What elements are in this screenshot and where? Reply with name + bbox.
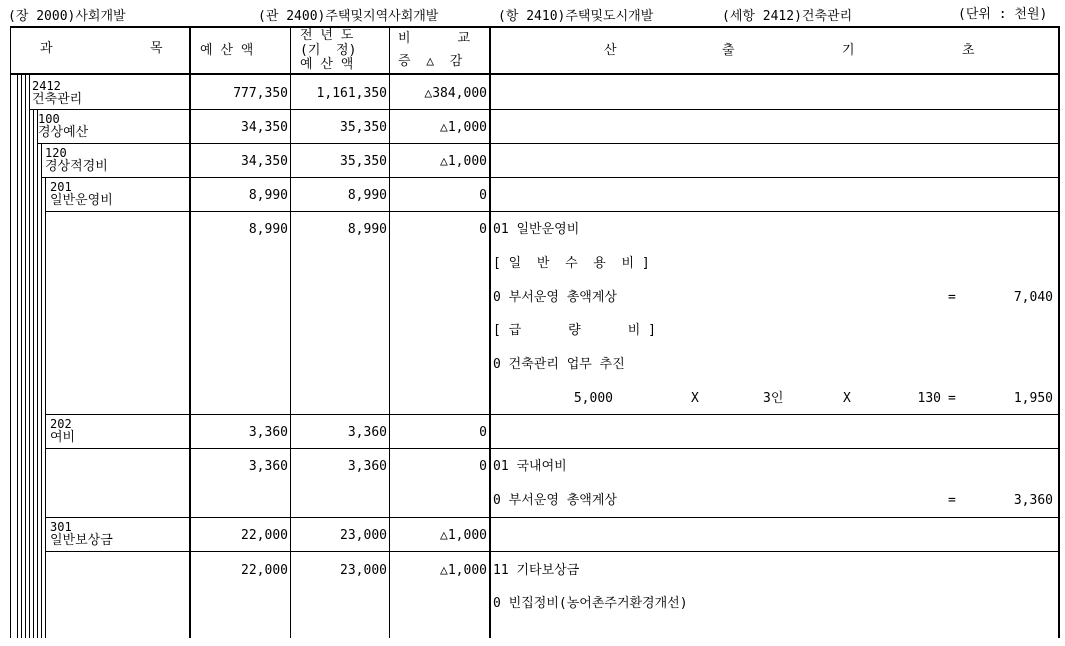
header-basis-4: 초 <box>962 43 975 58</box>
basis-amount: 3,360 <box>1013 493 1053 508</box>
row-prev: 3,360 <box>347 425 387 440</box>
basis-line: 11 기타보상금 <box>493 563 580 578</box>
row-budget: 8,990 <box>248 188 288 203</box>
hierarchy-line <box>21 75 22 638</box>
basis-times: X <box>691 391 699 406</box>
row-diff: △1,000 <box>440 528 487 543</box>
right-border <box>1058 26 1060 638</box>
row-budget: 34,350 <box>241 154 288 169</box>
header-prev-2: (기 정) <box>300 43 357 58</box>
row-prev: 23,000 <box>340 563 387 578</box>
basis-amount: 1,950 <box>1013 391 1053 406</box>
row-diff: △1,000 <box>440 563 487 578</box>
row-budget: 34,350 <box>241 120 288 135</box>
row-code: 120 <box>45 146 67 160</box>
table-top-border <box>10 26 1059 28</box>
row-prev: 8,990 <box>347 188 387 203</box>
basis-unit-price: 5,000 <box>573 391 613 406</box>
col-divider-basis <box>489 26 491 638</box>
row-divider <box>45 517 1059 518</box>
jang-label: (장 2000)사회개발 <box>8 9 126 24</box>
hierarchy-line <box>41 143 42 638</box>
basis-line: 0 부서운영 총액계상 <box>493 290 617 305</box>
basis-line: 0 부서운영 총액계상 <box>493 493 617 508</box>
row-diff: 0 <box>479 188 487 203</box>
basis-line: 0 빈집정비(농어촌주거환경개선) <box>493 596 688 611</box>
row-name: 경상적경비 <box>45 159 108 174</box>
unit-label: (단위 : 천원) <box>958 7 1048 22</box>
row-code: 301 <box>50 520 72 534</box>
basis-days: 130 <box>917 391 941 406</box>
hierarchy-line <box>45 177 46 638</box>
row-name: 여비 <box>50 430 76 445</box>
row-prev: 23,000 <box>340 528 387 543</box>
header-gwamok-1: 과 <box>40 41 53 56</box>
row-divider <box>45 448 1059 449</box>
header-cmp-1: 비 교 <box>398 31 471 46</box>
row-prev: 35,350 <box>340 154 387 169</box>
row-divider <box>45 211 1059 212</box>
basis-line: 0 건축관리 업무 추진 <box>493 357 625 372</box>
row-code: 201 <box>50 180 72 194</box>
row-divider <box>41 177 1059 178</box>
row-diff: 0 <box>479 222 487 237</box>
col-divider-budget <box>189 26 191 638</box>
row-code: 100 <box>38 112 60 126</box>
header-cmp-2: 증 △ 감 <box>398 54 463 69</box>
row-divider <box>45 414 1059 415</box>
row-budget: 3,360 <box>248 459 288 474</box>
header-basis-3: 기 <box>842 43 855 58</box>
row-code: 202 <box>50 417 72 431</box>
row-prev: 35,350 <box>340 120 387 135</box>
hierarchy-line <box>33 109 34 638</box>
header-budget: 예 산 액 <box>200 43 254 58</box>
basis-equals: = <box>948 391 956 406</box>
basis-amount: 7,040 <box>1013 290 1053 305</box>
hang-label: (항 2410)주택및도시개발 <box>498 9 654 24</box>
row-budget: 22,000 <box>241 563 288 578</box>
basis-line: 01 일반운영비 <box>493 222 580 237</box>
row-diff: △384,000 <box>424 86 487 101</box>
gwan-label: (관 2400)주택및지역사회개발 <box>258 9 439 24</box>
header-basis-1: 산 <box>604 43 617 58</box>
hierarchy-line <box>37 109 38 638</box>
row-name: 일반보상금 <box>50 533 113 548</box>
header-prev-3: 예 산 액 <box>300 57 354 72</box>
row-diff: 0 <box>479 425 487 440</box>
hierarchy-line <box>29 75 30 638</box>
row-code: 2412 <box>32 79 61 93</box>
row-prev: 8,990 <box>347 222 387 237</box>
hierarchy-line <box>25 75 26 638</box>
basis-times: X <box>843 391 851 406</box>
col-divider-cmp <box>389 26 390 638</box>
basis-equals: = <box>948 493 956 508</box>
row-budget: 777,350 <box>233 86 288 101</box>
row-budget: 3,360 <box>248 425 288 440</box>
basis-line: [ 일 반 수 용 비 ] <box>493 256 650 271</box>
basis-equals: = <box>948 290 956 305</box>
row-budget: 22,000 <box>241 528 288 543</box>
row-divider <box>29 109 1059 110</box>
row-name: 일반운영비 <box>50 193 113 208</box>
col-divider-prev <box>290 26 291 638</box>
basis-line: 01 국내여비 <box>493 459 567 474</box>
header-bottom-border <box>10 73 1059 75</box>
sehang-label: (세항 2412)건축관리 <box>722 9 853 24</box>
basis-line: [ 급 량 비 ] <box>493 323 656 338</box>
row-name: 경상예산 <box>38 125 89 140</box>
row-prev: 1,161,350 <box>316 86 387 101</box>
row-name: 건축관리 <box>32 92 83 107</box>
row-divider <box>45 551 1059 552</box>
row-diff: △1,000 <box>440 120 487 135</box>
row-diff: △1,000 <box>440 154 487 169</box>
row-diff: 0 <box>479 459 487 474</box>
basis-persons: 3인 <box>763 391 784 406</box>
row-budget: 8,990 <box>248 222 288 237</box>
header-prev-1: 전 년 도 <box>300 28 354 43</box>
header-basis-2: 출 <box>722 43 735 58</box>
header-gwamok-2: 목 <box>150 41 163 56</box>
row-prev: 3,360 <box>347 459 387 474</box>
left-border <box>10 26 11 638</box>
hierarchy-line <box>17 75 18 638</box>
